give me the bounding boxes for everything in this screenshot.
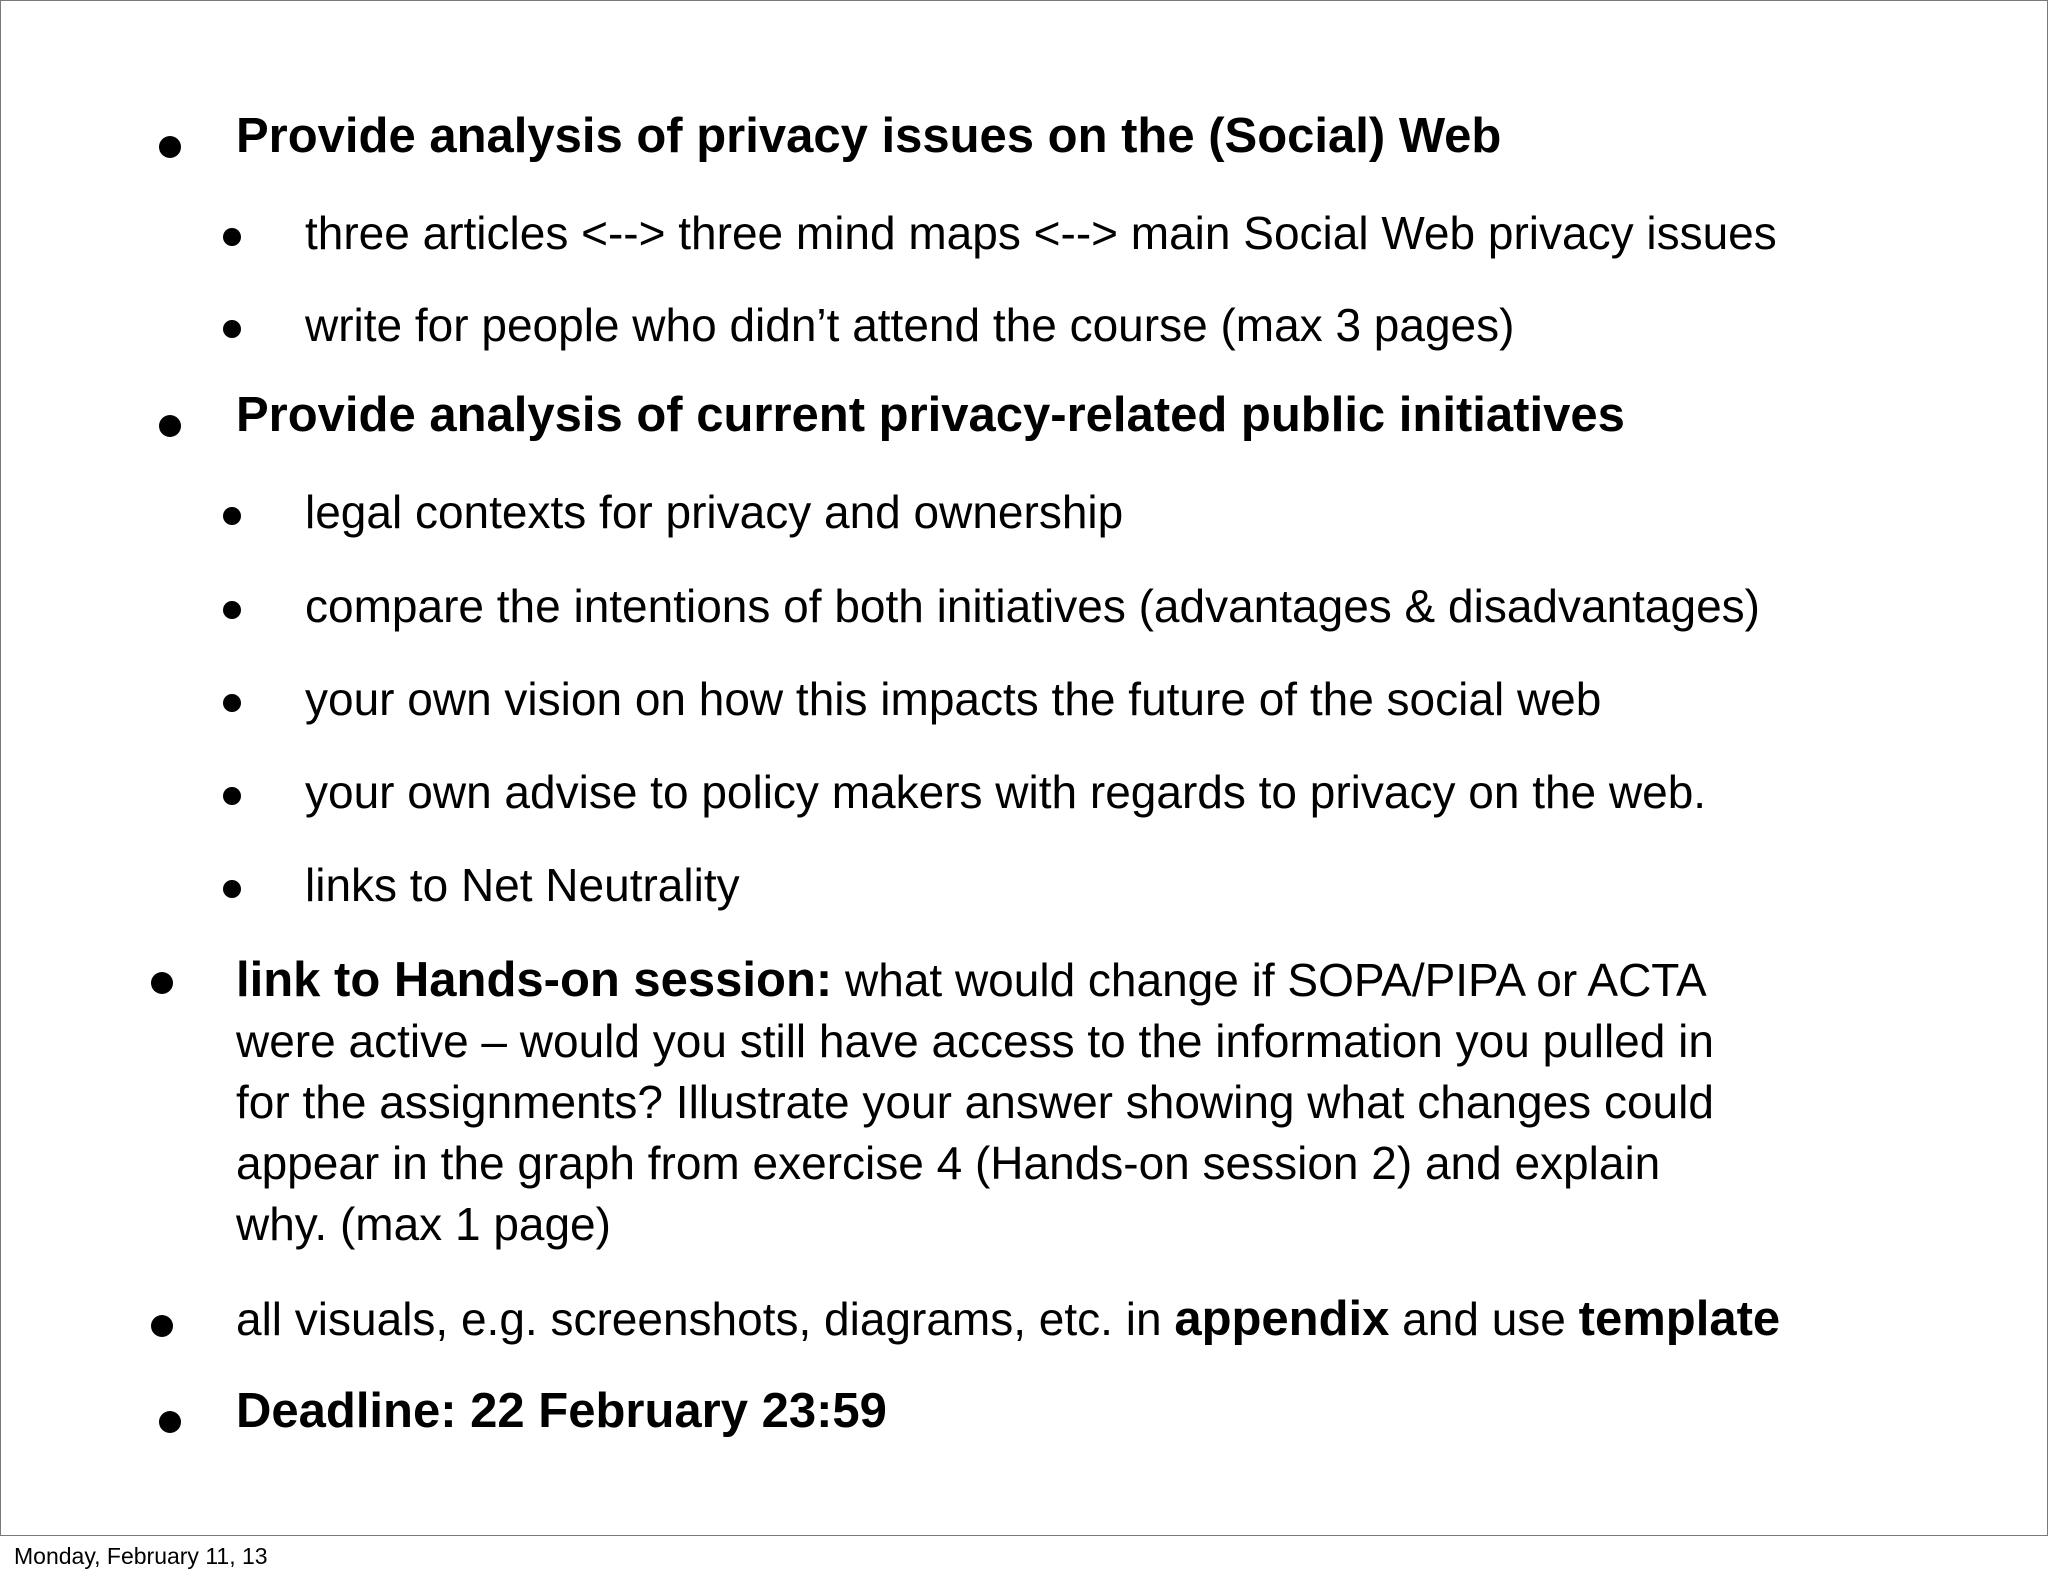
bullet-dot (159, 136, 181, 158)
handson-lead: link to Hands-on session: (236, 953, 833, 1007)
handson-text (236, 950, 1714, 1255)
bullet-text: your own advise to policy makers with regards to privacy on the web. (305, 766, 1707, 818)
bullet-dot (223, 601, 241, 619)
bullet-dot (223, 320, 241, 338)
bullet-dot (151, 1315, 173, 1337)
bullet-dot (223, 694, 241, 712)
bullet-dot (159, 415, 181, 437)
handson-line-1: link to Hands-on session: what would change if SOPA/PIPA or ACTA (236, 953, 1707, 1007)
appendix-word: appendix (1174, 1292, 1390, 1346)
bullet-dot (223, 507, 241, 525)
handson-line-3: for the assignments? Illustrate your answer showing what changes could (236, 1076, 1714, 1128)
handson-line-4: appear in the graph from exercise 4 (Hands-on session 2) and explain (236, 1137, 1661, 1189)
bullet-text: Provide analysis of current privacy-related public initiatives (236, 388, 1625, 442)
bullet-text: links to Net Neutrality (305, 859, 740, 911)
bullet-text: compare the intentions of both initiatives (advantages & disadvantages) (305, 580, 1760, 632)
handson-line-2: were active – would you still have access to the information you pulled in (236, 1015, 1714, 1067)
footer-date: Monday, February 11, 13 (14, 1543, 268, 1569)
handson-line-5: why. (max 1 page) (236, 1198, 611, 1250)
bullet-dot (223, 880, 241, 898)
template-word: template (1578, 1292, 1781, 1346)
bullet-text: three articles <--> three mind maps <--> main Social Web privacy issues (305, 207, 1777, 259)
bullet-text: legal contexts for privacy and ownership (305, 486, 1124, 538)
visuals-text: all visuals, e.g. screenshots, diagrams, etc. in appendix and use template (236, 1292, 1781, 1346)
bullet-text: Provide analysis of privacy issues on the (Social) Web (236, 109, 1502, 163)
bullet-dot (223, 787, 241, 805)
bullet-text: your own vision on how this impacts the future of the social web (305, 673, 1602, 725)
deadline-text: Deadline: 22 February 23:59 (236, 1384, 887, 1438)
bullet-dot (223, 228, 241, 246)
bullet-dot (159, 1411, 181, 1433)
bullet-dot (151, 972, 173, 994)
bullet-text: write for people who didn’t attend the course (max 3 pages) (305, 299, 1515, 351)
